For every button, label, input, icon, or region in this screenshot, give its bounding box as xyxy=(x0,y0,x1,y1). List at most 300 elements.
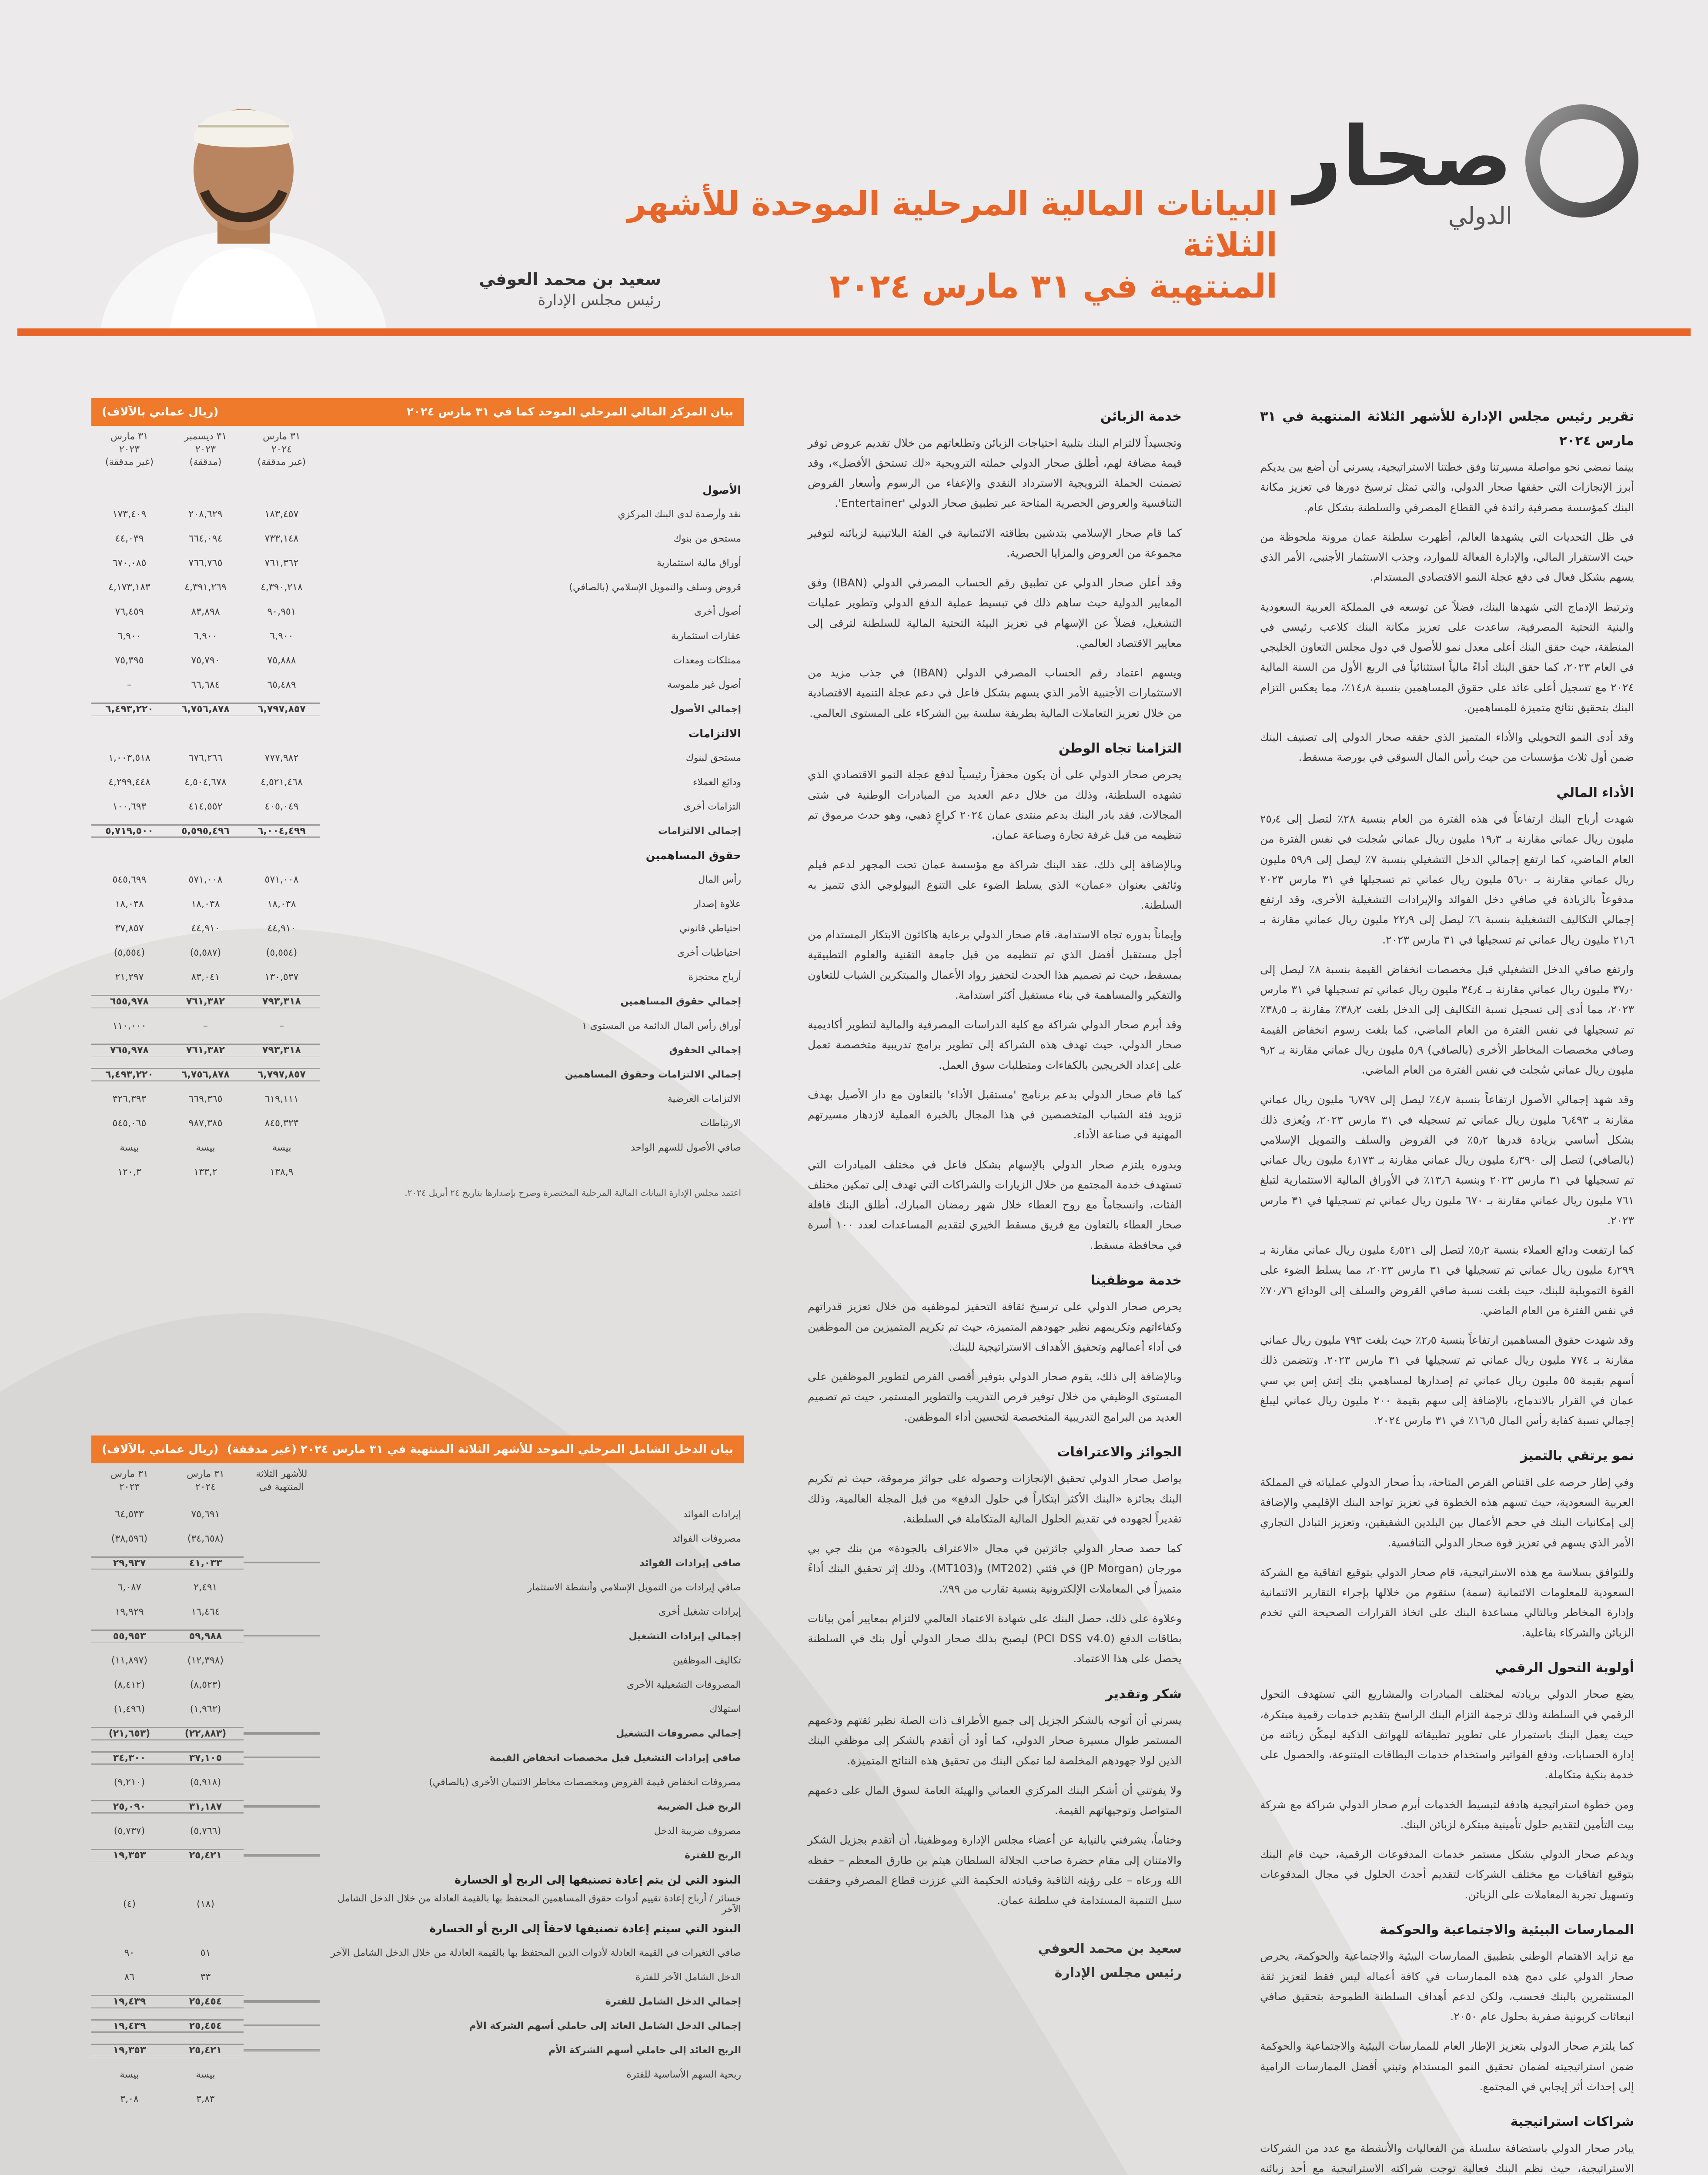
row-value: ٦,٧٥٦,٨٧٨ xyxy=(167,1068,244,1081)
table-row xyxy=(91,892,744,916)
column-header-line: ٢٠٢٣ xyxy=(195,444,216,455)
row-label: أصول أخرى xyxy=(694,606,741,617)
row-value: ٣١,١٨٧ xyxy=(167,1800,244,1814)
row-label: إجمالي حقوق المساهمين xyxy=(620,996,741,1007)
row-label: الالتزامات العرضية xyxy=(667,1093,741,1104)
row-value: (١٨) xyxy=(197,1898,214,1910)
row-label: إيرادات الفوائد xyxy=(683,1509,741,1520)
income-statement-unit: (ريال عماني بالآلاف) xyxy=(102,1443,219,1456)
table-row xyxy=(91,989,744,1014)
row-label: مصروفات الفوائد xyxy=(672,1533,741,1544)
column-header-line: ٣١ مارس xyxy=(187,1469,224,1479)
row-value: ٣٤,٣٠٠ xyxy=(91,1751,167,1765)
row-label: الارتباطات xyxy=(700,1118,741,1129)
sohar-logo xyxy=(1282,104,1638,244)
row-value: ٧٦١,٣٨٢ xyxy=(167,995,244,1008)
title-line-2: المنتهية في ٣١ مارس ٢٠٢٤ xyxy=(829,267,1277,305)
row-value: ١٦,٤٦٤ xyxy=(191,1606,220,1617)
table-row xyxy=(91,721,744,746)
column-header-line: ٢٠٢٣ xyxy=(119,444,140,455)
section-heading: شكر وتقدير xyxy=(1106,1686,1182,1702)
title-line-1: البيانات المالية المرحلية الموحدة للأشهر الثلاثة xyxy=(627,184,1277,264)
table-row xyxy=(91,965,744,989)
row-value xyxy=(244,2000,320,2003)
row-value: (٣٤,٦٥٨) xyxy=(187,1533,224,1544)
table-row xyxy=(91,1087,744,1111)
table-row xyxy=(91,648,744,673)
row-label: صافي إيرادات من التمويل الإسلامي وأنشطة الاستثمار xyxy=(527,1582,741,1593)
balance-sheet-title: بيان المركز المالي المرحلي الموحد كما في ٣١ مارس ٢٠٢٤ xyxy=(407,405,733,418)
row-value: ٣,٠٨ xyxy=(120,2093,139,2105)
table-row xyxy=(91,2062,744,2087)
row-value: ٥٧١,٠٠٨ xyxy=(264,874,299,885)
table-row xyxy=(91,575,744,599)
row-value: ٥٥,٩٥٣ xyxy=(91,1630,167,1643)
row-value: ١٢٠,٣ xyxy=(117,1166,141,1178)
paragraph: يواصل صحار الدولي تحقيق الإنجازات وحصوله على جوائز مرموقة، حيث تم تكريم البنك بجائزة «البنك الأكثر ابتكاراً في حلول الدفع» من قبل المجلة العالمية، وذلك تقديراً لجهوده في تقديم الحلول المالية المتكاملة في السلطنة. xyxy=(808,1472,1182,1525)
row-label: البنود التي لن يتم إعادة تصنيفها إلى الربح أو الخسارة xyxy=(455,1873,741,1886)
row-label: قروض وسلف والتمويل الإسلامي (بالصافي) xyxy=(569,582,741,593)
row-label: أصول غير ملموسة xyxy=(667,679,741,690)
row-value: ٤,٣٩٠,٢١٨ xyxy=(261,582,303,593)
column-header xyxy=(244,430,320,469)
paragraph: وارتفع صافي الدخل التشغيلي قبل مخصصات انخفاض القيمة بنسبة ٨٪ ليصل إلى ٣٧٫٠ مليون ريال عماني مقارنة بـ ٣٤٫٤ مليون ريال عماني تم تسجيلها في ٣١ مارس ٢٠٢٣، مما أدى إلى تسجيل نسبة التكاليف إلى الدخل بلغت ٣٨٫٢٪ مقارنة بـ ٣٨٫٥٪ تم تسجيلها في نفس الفترة من العام الماضي، كما بلغت رسوم انخفاض القيمة وصافي مخصصات المخاطر الأخرى (بالصافي) ٥٫٩ مليون ريال عماني مقارنة بـ ٩٫٢ مليون ريال عماني سُجلت في نفس الفترة من العام الماضي. xyxy=(1260,963,1634,1076)
row-value: (٥,٧٦٦) xyxy=(190,1825,221,1837)
row-label: ربحية السهم الأساسية للفترة xyxy=(626,2069,741,2080)
row-value: ٦٧٦,٢٦٦ xyxy=(188,752,223,763)
row-value: ٨٣,٠٤١ xyxy=(191,971,220,983)
row-value: (٢٢,٨٨٣) xyxy=(167,1727,244,1740)
row-value: ١,٠٠٣,٥١٨ xyxy=(108,752,150,763)
row-value: ٦,٠٨٧ xyxy=(117,1582,141,1593)
row-value: ٤٠٥,٠٤٩ xyxy=(264,801,299,812)
row-value: ١٣٨,٩ xyxy=(270,1166,294,1178)
table-row xyxy=(91,1624,744,1648)
table-row xyxy=(91,867,744,892)
row-value: (١٢,٣٩٨) xyxy=(187,1655,224,1666)
paragraph: ومن خطوة استراتيجية هادفة لتبسيط الخدمات أبرم صحار الدولي شراكة مع شركة بيت التأمين لتقديم حلول تأمينية مبتكرة لزبائن البنك. xyxy=(1260,1798,1634,1831)
row-value: ٧٦,٤٥٩ xyxy=(115,606,144,617)
row-value: ٥٤٥,٦٩٩ xyxy=(112,874,147,885)
table-row xyxy=(91,1697,744,1721)
row-value: ٧٣٣,١٤٨ xyxy=(264,533,299,544)
row-value: (٥,٥٨٧) xyxy=(190,947,221,958)
row-value: ٦,٩٠٠ xyxy=(194,630,217,642)
row-value xyxy=(244,2049,320,2051)
paragraph: يحرص صحار الدولي على أن يكون محفزاً رئيسياً لدفع عجلة النمو الاقتصادي الذي تشهده السلطنة، وذلك من خلال دعم العديد من المبادرات الوطنية في شتى المجالات. فقد بادر البنك بدعم منتدى عمان ٢٠٢٤ كراعٍ ذهبي، وهو حدث مرموق تم تنظيمه من قبل غرفة تجارة وصناعة عمان. xyxy=(808,768,1182,841)
row-label: أوراق مالية استثمارية xyxy=(657,557,741,569)
table-row xyxy=(91,843,744,867)
income-statement-column-headers xyxy=(91,1463,744,1502)
row-value: (٥,٩١٨) xyxy=(190,1777,221,1788)
row-value: ١٨٣,٤٥٧ xyxy=(264,509,299,520)
row-value: (٢١,٦٥٣) xyxy=(91,1727,167,1740)
row-value: ٢٥,٠٩٠ xyxy=(91,1800,167,1814)
row-value: بيسة xyxy=(196,2069,215,2080)
column-header-line: ٢٠٢٤ xyxy=(271,444,292,455)
row-value xyxy=(244,1562,320,1564)
table-row xyxy=(91,1575,744,1599)
row-label: رأس المال xyxy=(698,874,741,885)
report-column-1 xyxy=(1260,392,1634,2175)
row-value: ٤١,٠٣٣ xyxy=(167,1556,244,1570)
row-value: ٦٥٥,٩٧٨ xyxy=(91,995,167,1008)
paragraph: وقد أعلن صحار الدولي عن تطبيق رقم الحساب المصرفي الدولي (IBAN) وفق المعايير الدولية حيث ساهم ذلك في تبسيط عملية الدفع الدولي وتطوير عمليات التشغيل، فضلاً عن الإسهام في تعزيز البيئة التحتية المالية للسلطنة لترقى إلى معايير الاقتصاد العالمي. xyxy=(808,576,1182,649)
table-row xyxy=(91,1502,744,1526)
row-value: ٥١ xyxy=(200,1947,211,1958)
chairman-portrait xyxy=(74,61,413,331)
income-statement-rows xyxy=(91,1502,744,2111)
section-heading: الجوائز والاعترافات xyxy=(1057,1444,1182,1460)
table-row xyxy=(91,1794,744,1819)
row-label: صافي الأصول للسهم الواحد xyxy=(631,1142,741,1153)
table-row xyxy=(91,478,744,502)
table-row xyxy=(91,551,744,575)
row-value: ١٨,٠٣٨ xyxy=(267,898,296,910)
section-heading: خدمة موظفينا xyxy=(1090,1272,1182,1288)
row-value: بيسة xyxy=(196,1142,215,1153)
row-value: ٤,٣٩١,٢٦٩ xyxy=(184,582,227,593)
column-header-line: (مدققة) xyxy=(189,457,222,468)
row-label: البنود التي سيتم إعادة تصنيفها لاحقاً إلى الربح أو الخسارة xyxy=(429,1922,741,1935)
column-header-line: ٣١ مارس xyxy=(110,1469,148,1479)
column-header-line: ٢٠٢٤ xyxy=(195,1481,216,1492)
table-row xyxy=(91,1721,744,1746)
paragraph: وإيماناً بدوره تجاه الاستدامة، قام صحار الدولي برعاية هاكاثون الابتكار المستدام من أجل مستقبل أفضل الذي تم تنظيمه من قبل جامعة التقنية والعلوم التطبيقية بمسقط، حيث تم تصميم هذا الحدث لتحفيز رواد الأعمال والمبتكرين الشباب للتعاون والتفكير والمساهمة في بناء مستقبل أكثر استدامة. xyxy=(808,928,1182,1001)
paragraph: وقد أبرم صحار الدولي شراكة مع كلية الدراسات المصرفية والمالية لتطوير أكاديمية صحار الدولي، حيث تهدف هذه الشراكة إلى تطوير برامج تدريبية متخصصة تعمل على إعداد الخريجين بالكفاءات ومتطلبات سوق العمل. xyxy=(808,1018,1182,1071)
row-label: أرباح محتجزة xyxy=(688,971,741,983)
row-value: ١٨,٠٣٨ xyxy=(115,898,144,910)
row-value: ٤٤,٠٣٩ xyxy=(115,533,144,544)
row-value: ٢٥,٤٥٤ xyxy=(167,2019,244,2033)
row-value: (٣٨,٥٩٦) xyxy=(111,1533,148,1544)
row-value: ٦,٤٩٣,٢٢٠ xyxy=(91,1068,167,1081)
row-value: ٨٦ xyxy=(124,1971,135,1983)
column-header xyxy=(91,430,167,469)
income-statement-title: بيان الدخل الشامل المرحلي الموحد للأشهر الثلاثة المنتهية في ٣١ مارس ٢٠٢٤ (غير مدققة) xyxy=(227,1443,733,1456)
row-label: الدخل الشامل الآخر للفترة xyxy=(635,1971,741,1983)
row-label: صافي التغيرات في القيمة العادلة لأدوات الدين المحتفظ بها بالقيمة العادلة من خلال الدخل الشامل الآخر xyxy=(331,1947,741,1958)
column-header-line: ٣١ مارس xyxy=(110,431,148,442)
income-statement-table xyxy=(91,1436,744,2111)
row-value xyxy=(244,1732,320,1735)
row-label: تكاليف الموظفين xyxy=(672,1655,741,1666)
row-value: ٤٤,٩١٠ xyxy=(191,923,220,934)
paragraph: ولا يفوتني أن أشكر البنك المركزي العماني والهيئة العامة لسوق المال على دعمهم المتواصل وتوجيهاتهم القيمة. xyxy=(808,1784,1182,1817)
paragraph: بينما نمضي نحو مواصلة مسيرتنا وفق خطتنا الاستراتيجية، يسرني أن أضع بين يديكم أبرز الإنجازات التي حققها صحار الدولي، والتي تمثل ترسيخ دورها في تعزيز مكانة البنك كمؤسسة مصرفية رائدة في القطاع المصرفي والسلطنة بشكل عام. xyxy=(1260,461,1634,514)
row-value: ٧٧٧,٩٨٢ xyxy=(264,752,299,763)
paragraph: يضع صحار الدولي بريادته لمختلف المبادرات والمشاريع التي تستهدف التحول الرقمي في السلطنة وذلك ترجمة التزام البنك الراسخ بتقديم خدمات رقمية مبتكرة، حيث يعمل البنك باستمرار على تطوير تطبيقاته للهواتف الذكية ليمكّن زبائنه من إدارة الحسابات، ودفع الفواتير واستخدام خدمات البطاقات المتنوعة، والحصول على خدمة بنكية متكاملة. xyxy=(1260,1688,1634,1781)
row-value: ٣٧,٨٥٧ xyxy=(115,923,144,934)
section-heading: تقرير رئيس مجلس الإدارة للأشهر الثلاثة المنتهية في ٣١ مارس ٢٠٢٤ xyxy=(1260,409,1634,448)
table-row xyxy=(91,1916,744,1941)
table-row xyxy=(91,2038,744,2062)
table-row xyxy=(91,1892,744,1916)
row-value: ٦,٧٥٦,٨٧٨ xyxy=(167,703,244,716)
table-row xyxy=(91,916,744,940)
row-value: ٦٦٩,٣٦٥ xyxy=(188,1093,223,1104)
row-value: ٤١٤,٥٥٢ xyxy=(188,801,223,812)
column-header-line: ٣١ ديسمبر xyxy=(184,431,227,442)
column-header-line: ٣١ مارس xyxy=(263,431,301,442)
row-label: إجمالي الدخل الشامل العائد إلى حاملي أسهم الشركة الأم xyxy=(469,2020,741,2031)
row-value: ١٩,٣٥٣ xyxy=(91,1849,167,1862)
paragraph: كما حصد صحار الدولي جائزتين في مجال «الاعتراف بالجودة» من بنك جي بي مورجان (JP Morgan) في فئتي (MT202) و(MT103)، وذلك إثر تحقيق البنك أداءً متميزاً في المعاملات الإلكترونية بنسبة تقارب من ٩٩٪. xyxy=(808,1542,1182,1595)
paragraph: كما قام صحار الإسلامي بتدشين بطاقته الائتمانية في الفئة البلاتينية لزبائنه لتوفير مجموعة من العروض والمزايا الحصرية. xyxy=(808,526,1182,559)
section-heading: أولوية التحول الرقمي xyxy=(1495,1660,1634,1676)
table-row xyxy=(91,1648,744,1673)
row-label: مستحق لبنوك xyxy=(685,752,741,763)
column-header-spacer xyxy=(320,430,744,469)
table-row xyxy=(91,1038,744,1062)
paragraph: شهدت أرباح البنك ارتفاعاً في هذه الفترة من العام بنسبة ٢٨٪ لتصل إلى ٢٥٫٤ مليون ريال عماني مقارنة بـ ١٩٫٣ مليون ريال عماني سُجلت في نفس الفترة من العام الماضي، كما ارتفع إجمالي الدخل التشغيلي بنسبة ٧٪ ليصل إلى ٥٩٫٩ مليون ريال عماني مقارنة بـ ٥٦٫٠ مليون ريال عماني تم تسجيلها في ٣١ مارس ٢٠٢٣ مدفوعاً بالزيادة في صافي دخل الفوائد والإيرادات التشغيلية الأخرى، وقد ارتفع إجمالي التكاليف التشغيلية بنسبة ٦٪ ليصل إلى ٢٢٫٩ مليون ريال عماني مقارنة بـ ٢١٫٦ مليون ريال عماني تم تسجيلها في ٣١ مارس ٢٠٢٣. xyxy=(1260,813,1634,946)
row-value: ١٣٣,٢ xyxy=(194,1166,217,1178)
table-row xyxy=(91,1062,744,1087)
table-row xyxy=(91,1551,744,1575)
row-value: ٥,٧١٩,٥٠٠ xyxy=(91,824,167,838)
row-value: ٧٥,٣٩٥ xyxy=(115,655,144,666)
row-value: ٦٧٠,٠٨٥ xyxy=(112,557,147,569)
header-divider xyxy=(17,328,1691,336)
paragraph: وللتوافق بسلاسة مع هذه الاستراتيجية، قام صحار الدولي بتوقيع اتفاقية مع الشركة السعودية للمعلومات الائتمانية (سمة) ستقوم من خلالها بإجراء التقارير الائتمانية وإدارة المخاطر وبالتالي مساعدة البنك على اتخاذ القرارات الصحيحة التي تخدم الزبائن والشركاء بفاعلية. xyxy=(1260,1566,1634,1639)
paragraph: يسرني أن أتوجه بالشكر الجزيل إلى جميع الأطراف ذات الصلة نظير ثقتهم ودعمهم المستمر طوال مسيرة صحار الدولي، كما أود أن أتقدم بالشكر إلى موظفي البنك الذين لولا جهودهم المخلصة لما تمكن البنك من تحقيق هذه النتائج المتميزة. xyxy=(808,1714,1182,1767)
paragraph: وتجسيداً لالتزام البنك بتلبية احتياجات الزبائن وتطلعاتهم من خلال تقديم عروض توفر قيمة مضافة لهم، أطلق صحار الدولي حملته الترويجية «لك تستحق الأفضل»، وقد تضمنت الحملة الترويجية الاسترداد النقدي والإعفاء من الرسوم وأسعار القروض التنافسية والعروض الحصرية المتاحة عبر تطبيق صحار الدولي 'Entertainer'. xyxy=(808,436,1182,510)
row-label: ودائع العملاء xyxy=(693,776,741,788)
row-value: ١١٠,٠٠٠ xyxy=(112,1020,147,1031)
row-value: ١٩,٩٢٩ xyxy=(115,1606,144,1617)
row-value: (٤) xyxy=(123,1898,136,1910)
table-row xyxy=(91,1135,744,1160)
row-value: ٩٨٧,٣٨٥ xyxy=(188,1118,223,1129)
row-label: مصروف ضريبة الدخل xyxy=(654,1825,741,1837)
column-header-spacer xyxy=(320,1468,744,1493)
row-value: ٤,٢٩٩,٤٤٨ xyxy=(108,776,150,788)
column-header xyxy=(167,430,244,469)
row-value xyxy=(244,1854,320,1857)
row-label: إيرادات تشغيل أخرى xyxy=(658,1606,741,1617)
row-label: خسائر / أرباح إعادة تقييم أدوات حقوق المساهمين المحتفظ بها بالقيمة العادلة من خلال الدخل الشامل الآخر xyxy=(338,1893,741,1915)
row-value: ٧٦٦,٧٦٥ xyxy=(188,557,223,569)
chairman-name: سعيد بن محمد العوفي xyxy=(479,270,661,289)
row-value: ٧٦١,٣٨٢ xyxy=(167,1044,244,1057)
row-value: – xyxy=(127,679,132,690)
table-row xyxy=(91,599,744,624)
paragraph: ويسهم اعتماد رقم الحساب المصرفي الدولي (IBAN) في جذب مزيد من الاستثمارات الأجنبية الأمر الذي يسهم بشكل فاعل في دعم عجلة التنمية الاقتصادية من خلال تعزيز التعاملات المالية بطريقة سلسة بين الشركاء على المستوى العالمي. xyxy=(808,666,1182,719)
paragraph: وختاماً، يشرفني بالنيابة عن أعضاء مجلس الإدارة وموظفينا، أن أتقدم بجزيل الشكر والامتنان إلى مقام حضرة صاحب الجلالة السلطان هيثم بن طارق المعظم – حفظه الله ورعاه – على رؤيته الثاقبة وقيادته الحكيمة التي عززت قطاع المصرفي وحققت سبل التنمية المستدامة في سلطنة عمان. xyxy=(808,1834,1182,1907)
row-value: ٣٣ xyxy=(200,1971,211,1983)
row-value: ٢٩,٩٣٧ xyxy=(91,1556,167,1570)
paragraph: وبدوره يلتزم صحار الدولي بالإسهام بشكل فاعل في مختلف المبادرات التي تستهدف خدمة المجتمع من خلال الزيارات والشراكات التي تهدف إلى تمكين مختلف الفئات، وانسجاماً مع روح العطاء خلال شهر رمضان المبارك، أطلق البنك قافلة صحار العطاء بالتعاون مع فريق مسقط الخيري لتقديم المساعدات لعدد ١٠٠ أسرة في محافظة مسقط. xyxy=(808,1158,1182,1251)
table-row xyxy=(91,1526,744,1551)
signature-role: رئيس مجلس الإدارة xyxy=(1054,1965,1182,1981)
row-value: ١٧٣,٤٠٩ xyxy=(112,509,147,520)
row-value: ١٠٠,٦٩٣ xyxy=(112,801,147,812)
row-label: الربح العائد إلى حاملي أسهم الشركة الأم xyxy=(548,2044,741,2056)
table-row xyxy=(91,2087,744,2111)
row-value: ٦,٠٠٤,٤٩٩ xyxy=(244,824,320,838)
row-value: ٦,٧٩٧,٨٥٧ xyxy=(244,703,320,716)
chairman-role: رئيس مجلس الإدارة xyxy=(538,291,661,309)
table-row xyxy=(91,526,744,551)
table-row xyxy=(91,1941,744,1965)
row-label: التزامات أخرى xyxy=(683,801,741,812)
row-value: ٦٦٤,٠٩٤ xyxy=(188,533,223,544)
row-label: إجمالي الأصول xyxy=(670,703,741,715)
row-label: إجمالي الالتزامات xyxy=(658,825,741,837)
row-value: ٦١٩,١١١ xyxy=(264,1093,299,1104)
logo-subtitle: الدولي xyxy=(1448,202,1512,230)
row-value: ٦٦,٦٨٤ xyxy=(191,679,220,690)
row-label: إجمالي الالتزامات وحقوق المساهمين xyxy=(565,1069,741,1080)
column-header-line: للأشهر الثلاثة المنتهية في xyxy=(256,1469,308,1492)
row-label: صافي إيرادات التشغيل قبل مخصصات انخفاض القيمة xyxy=(489,1752,741,1763)
paragraph: يحرص صحار الدولي على ترسيخ ثقافة التحفيز لموظفيه من خلال تعزيز قدراتهم وكفاءاتهم وتكريمهم نظير جهودهم المتميزة، حيث تم تكريم المتميزين من الموظفين في أداء أعمالهم وتحقيق الأهداف الاستراتيجية للبنك. xyxy=(808,1300,1182,1353)
row-label: إجمالي الدخل الشامل للفترة xyxy=(605,1996,741,2007)
paragraph: في ظل التحديات التي يشهدها العالم، أظهرت سلطنة عمان مرونة ملحوظة من حيث الاستقرار المالي، والإدارة الفعالة للموارد، وجذب الاستثمار الأجنبي، الأمر الذي يسهم بشكل فعال في دفع عجلة النمو الاقتصادي المستدام. xyxy=(1260,530,1634,584)
row-value: ٢٥,٤٥٤ xyxy=(167,1995,244,2008)
row-label: المصروفات التشغيلية الأخرى xyxy=(627,1679,741,1690)
paragraph: وقد أدى النمو التحويلي والأداء المتميز الذي حققه صحار الدولي إلى تصنيف البنك ضمن أول ثلاث مؤسسات من حيث رأس المال السوقي في بورصة مسقط. xyxy=(1260,731,1634,764)
row-label: إجمالي مصروفات التشغيل xyxy=(616,1728,741,1739)
table-row xyxy=(91,1867,744,1892)
row-value: ٨٤٥,٣٢٣ xyxy=(264,1118,299,1129)
row-label: إجمالي إيرادات التشغيل xyxy=(628,1630,741,1642)
row-value xyxy=(244,2024,320,2027)
column-header xyxy=(91,1468,167,1493)
row-label: استهلاك xyxy=(709,1703,741,1715)
table-row xyxy=(91,1819,744,1843)
row-value: ٤,٥٠٤,٦٧٨ xyxy=(184,776,227,788)
row-label: مصروفات انخفاض قيمة القروض ومخصصات مخاطر الائتمان الأخرى (بالصافي) xyxy=(429,1777,741,1788)
row-value: ٤٤,٩١٠ xyxy=(267,923,296,934)
column-header xyxy=(167,1468,244,1493)
row-value: ٧٦١,٣٦٢ xyxy=(264,557,299,569)
table-row xyxy=(91,746,744,770)
row-value: ٦,٩٠٠ xyxy=(117,630,141,642)
row-label: أوراق رأس المال الدائمة من المستوى ١ xyxy=(582,1020,741,1031)
column-header-line: ٢٠٢٣ xyxy=(119,1481,140,1492)
row-value: ٤,١٧٣,١٨٣ xyxy=(108,582,150,593)
row-value: (١,٤٩٦) xyxy=(114,1703,145,1715)
section-heading: التزامنا تجاه الوطن xyxy=(1058,740,1182,756)
row-value: ٢٥,٤٢١ xyxy=(167,1849,244,1862)
balance-sheet-unit: (ريال عماني بالآلاف) xyxy=(102,405,219,418)
table-row xyxy=(91,1014,744,1038)
row-value: ٣,٨٣ xyxy=(196,2093,215,2105)
row-label: إجمالي الحقوق xyxy=(669,1044,741,1056)
table-row xyxy=(91,770,744,794)
table-row xyxy=(91,1111,744,1135)
paragraph: وعلاوة على ذلك، حصل البنك على شهادة الاعتماد العالمي لالتزام بمعايير أمن بيانات بطاقات الدفع (PCI DSS v4.0) ليصبح بذلك صحار الدولي أول بنك في السلطنة يحصل على هذا الاعتماد. xyxy=(808,1612,1182,1665)
column-header-line: (غير مدققة) xyxy=(257,457,306,468)
table-row xyxy=(91,697,744,721)
row-label: نقد وأرصدة لدى البنك المركزي xyxy=(618,509,741,520)
row-value: (١١,٨٩٧) xyxy=(111,1655,148,1666)
paragraph: وقد شهد إجمالي الأصول ارتفاعاً بنسبة ٤٫٧٪ ليصل إلى ٦٫٧٩٧ مليون ريال عماني مقارنة بـ ٦٫٤٩٣ مليون ريال عماني تم تسجيله في ٣١ مارس ٢٠٢٣، ويُعزى ذلك بشكل أساسي بزيادة قدرها ٥٫٢٪ في القروض والسلف والتمويل الإسلامي (بالصافي) لتصل إلى ٤٫٣٩٠ مليون ريال عماني مقارنة بـ ٤٫١٧٣ مليون ريال عماني تم تسجيلها في ٣١ مارس ٢٠٢٣ وبنسبة ١٣٫٦٪ في الأوراق المالية الاستثمارية لتبلغ ٧٦١ مليون ريال عماني مقارنة بـ ٦٧٠ مليون ريال عماني تم تسجيلها في ٣١ مارس ٢٠٢٣. xyxy=(1260,1093,1634,1227)
section-heading: الممارسات البيئية والاجتماعية والحوكمة xyxy=(1379,1922,1634,1937)
table-row xyxy=(91,794,744,819)
row-label: عقارات استثمارية xyxy=(671,630,741,642)
row-value: (٩,٢١٠) xyxy=(114,1777,145,1788)
row-value: ٧٦٥,٩٧٨ xyxy=(91,1044,167,1057)
section-heading: نمو يرتقي بالتميز xyxy=(1520,1448,1634,1464)
row-value: (١,٩٦٢) xyxy=(190,1703,221,1715)
row-value: (٥,٥٥٤) xyxy=(266,947,297,958)
table-row xyxy=(91,1673,744,1697)
row-label: الربح قبل الضريبة xyxy=(657,1801,741,1812)
row-label: صافي إيرادات الفوائد xyxy=(639,1557,741,1569)
row-value: ٧٥,٦٩١ xyxy=(191,1509,220,1520)
logo-ring-icon xyxy=(1525,104,1638,218)
paragraph: مع تزايد الاهتمام الوطني بتطبيق الممارسات البيئية والاجتماعية والحوكمة، يحرص صحار الدولي على دمج هذه الممارسات في كافة أعماله ليس فقط لتعزيز ثقة المستثمرين بالبنك فحسب، ولكن لدعم أهداف السلطنة الطموحة بتحقيق صافي انبعاثات كربونية صفرية بحلول عام ٢٠٥٠. xyxy=(1260,1950,1634,2023)
logo-wordmark: صحار xyxy=(1294,109,1512,205)
paragraph: وترتبط الإدماج التي شهدها البنك، فضلاً عن توسعه في المملكة العربية السعودية والبنية التحتية المصرفية، ساعدت على تعزيز مكانة البنك كلاعب رئيسي في المنطقة، حيث حقق البنك أعلى معدل نمو للأصول في دول مجلس التعاون الخليجي في العام ٢٠٢٣، كما حقق البنك أداءً مالياً استثنائياً في الربع الأول من السنة المالية ٢٠٢٤ مع تسجيل أعلى عائد على حقوق المساهمين بنسبة ١٤٫٨٪، مما يعكس التزام البنك بتحقيق نتائج متميزة للمساهمين. xyxy=(1260,600,1634,714)
row-value: ٦,٧٩٧,٨٥٧ xyxy=(244,1068,320,1081)
table-row xyxy=(91,624,744,648)
table-row xyxy=(91,1989,744,2014)
row-value: ١٣٠,٥٣٧ xyxy=(264,971,299,983)
row-value: ٢١,٢٩٧ xyxy=(115,971,144,983)
table-row xyxy=(91,1965,744,1989)
table-row xyxy=(91,2014,744,2038)
row-value: بيسة xyxy=(120,1142,139,1153)
row-label: مستحق من بنوك xyxy=(673,533,741,544)
row-value: بيسة xyxy=(272,1142,291,1153)
signature-name: سعيد بن محمد العوفي xyxy=(1038,1941,1182,1957)
section-heading: الأداء المالي xyxy=(1556,785,1634,800)
row-value: ١٩,٤٣٩ xyxy=(91,2019,167,2033)
row-value: ١٨,٠٣٨ xyxy=(191,898,220,910)
row-value: ٩٠,٩٥١ xyxy=(267,606,296,617)
row-value: ٥,٥٩٥,٤٩٦ xyxy=(167,824,244,838)
table-row xyxy=(91,1746,744,1770)
row-value: ٩٠ xyxy=(124,1947,135,1958)
row-value: ٥٤٥,٠٦٥ xyxy=(112,1118,147,1129)
row-value: ٧٥,٨٨٨ xyxy=(267,655,296,666)
row-value xyxy=(244,1805,320,1808)
balance-sheet-header xyxy=(91,398,744,426)
balance-sheet-column-headers xyxy=(91,426,744,478)
row-value: ٧٥,٧٩٠ xyxy=(191,655,220,666)
row-label: الالتزامات xyxy=(689,727,741,740)
row-value xyxy=(244,1757,320,1759)
row-value: (٥,٧٣٧) xyxy=(114,1825,145,1837)
signature-block xyxy=(808,1937,1182,1985)
row-value: بيسة xyxy=(120,2069,139,2080)
row-value: ٦,٤٩٣,٢٢٠ xyxy=(91,703,167,716)
row-value: ١٩,٤٣٩ xyxy=(91,1995,167,2008)
row-value: ٢,٤٩١ xyxy=(194,1582,217,1593)
row-label: ممتلكات ومعدات xyxy=(673,655,741,666)
paragraph: وفي إطار حرصه على اقتناص الفرص المتاحة، بدأ صحار الدولي عملياته في المملكة العربية السعودية، حيث تسهم هذه الخطوة في تعزيز تواجد البنك الإقليمي والإضافة إلى إمكانيات البنك في حجم الأعمال بين البلدين الشقيقين، وتعزيز التبادل التجاري الأمر الذي يسهم في تعزيز قوة صحار الدولي التنافسية. xyxy=(1260,1476,1634,1549)
row-value: – xyxy=(279,1020,284,1031)
row-value: ٣٧,١٠٥ xyxy=(167,1751,244,1765)
table-row xyxy=(91,502,744,526)
section-heading: خدمة الزبائن xyxy=(1100,409,1182,424)
row-value: ٥٩,٩٨٨ xyxy=(167,1630,244,1643)
paragraph: كما قام صحار الدولي بدعم برنامج 'مستقبل الأداء' بالتعاون مع دار الأصيل بهدف تزويد فئة الشباب المتخصصين في هذا المجال بالخبرة العملية لازدهار مسيرتهم المهنية في صناعة الأداء. xyxy=(808,1088,1182,1141)
paragraph: كما ارتفعت ودائع العملاء بنسبة ٥٫٢٪ لتصل إلى ٤٫٥٢١ مليون ريال عماني مقارنة بـ ٤٫٢٩٩ مليون ريال عماني تم تسجيلها في ٣١ مارس ٢٠٢٣، مما يسلط الضوء على القوة التمويلية للبنك، حيث بلغت نسبة صافي القروض والسلف إلى الودائع ٧٠٫٧٦٪ في نفس الفترة من العام الماضي. xyxy=(1260,1244,1634,1317)
paragraph: وبالإضافة إلى ذلك، عقد البنك شراكة مع مؤسسة عمان تحت المجهر لدعم فيلم وثائقي بعنوان «عمان» الذي يسلط الضوء على التنوع البيولوجي الذي تتميز به السلطنة. xyxy=(808,858,1182,911)
table-row xyxy=(91,1843,744,1867)
row-label: الربح للفترة xyxy=(685,1850,741,1861)
table-row xyxy=(91,819,744,843)
row-value: ٦٤,٥٣٣ xyxy=(115,1509,144,1520)
row-value: ٦٥,٤٨٩ xyxy=(267,679,296,690)
row-value: (٥,٥٥٤) xyxy=(114,947,145,958)
row-value: (٨,٥٢٣) xyxy=(190,1679,221,1690)
table-row xyxy=(91,1160,744,1184)
